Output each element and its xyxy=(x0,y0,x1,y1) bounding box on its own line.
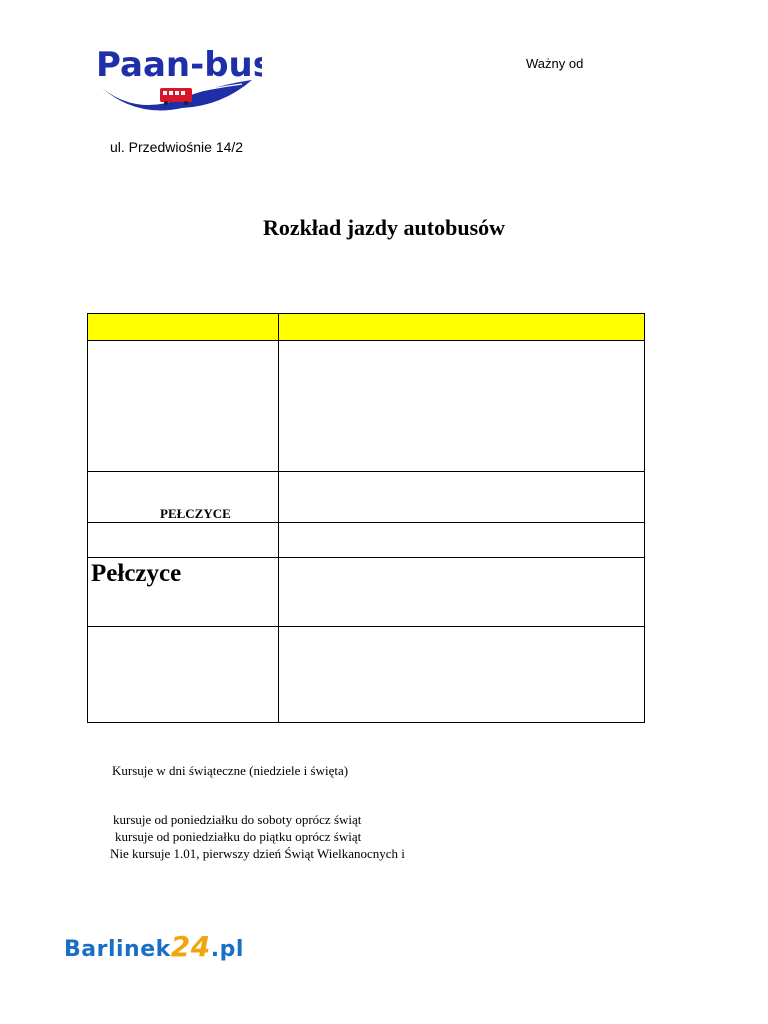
stop-cell xyxy=(88,341,279,471)
stop-cell xyxy=(88,627,279,723)
times-cell xyxy=(279,627,644,723)
timetable-row xyxy=(88,523,644,558)
header-cell-times xyxy=(279,314,644,340)
timetable-row xyxy=(88,472,644,523)
header-cell-stop xyxy=(88,314,279,340)
timetable-row xyxy=(88,627,644,723)
timetable xyxy=(87,313,645,723)
logo-text: Paan-bus xyxy=(96,45,262,85)
footer-logo-part3: .pl xyxy=(210,937,244,962)
stop-name-large: Pełczyce xyxy=(91,560,182,587)
paan-bus-logo xyxy=(92,36,262,116)
barlinek24-logo xyxy=(64,930,244,963)
times-cell xyxy=(279,472,644,522)
times-cell xyxy=(279,558,644,626)
footer-logo-part2: 24 xyxy=(170,930,211,963)
stop-cell xyxy=(88,558,279,626)
stop-cell xyxy=(88,523,279,557)
timetable-row xyxy=(88,341,644,472)
timetable-header-row xyxy=(88,314,644,341)
note-holidays: Kursuje w dni świąteczne (niedziele i święta) xyxy=(112,763,349,778)
valid-from-label: Ważny od xyxy=(526,56,584,71)
stop-name-small: PEŁCZYCE xyxy=(160,506,231,521)
times-cell xyxy=(279,341,644,471)
note-not-running: Nie kursuje 1.01, pierwszy dzień Świąt Wielkanocnych i xyxy=(110,846,405,861)
company-address: ul. Przedwiośnie 14/2 xyxy=(110,139,244,155)
times-cell xyxy=(279,523,644,557)
timetable-row xyxy=(88,558,644,627)
footer-logo-part1: Barlinek xyxy=(64,937,171,962)
note-mon-fri: kursuje od poniedziałku do piątku oprócz świąt xyxy=(115,829,362,844)
note-mon-sat: kursuje od poniedziałku do soboty oprócz świąt xyxy=(113,812,362,827)
page-title: Rozkład jazdy autobusów xyxy=(262,215,506,240)
stop-cell xyxy=(88,472,279,522)
